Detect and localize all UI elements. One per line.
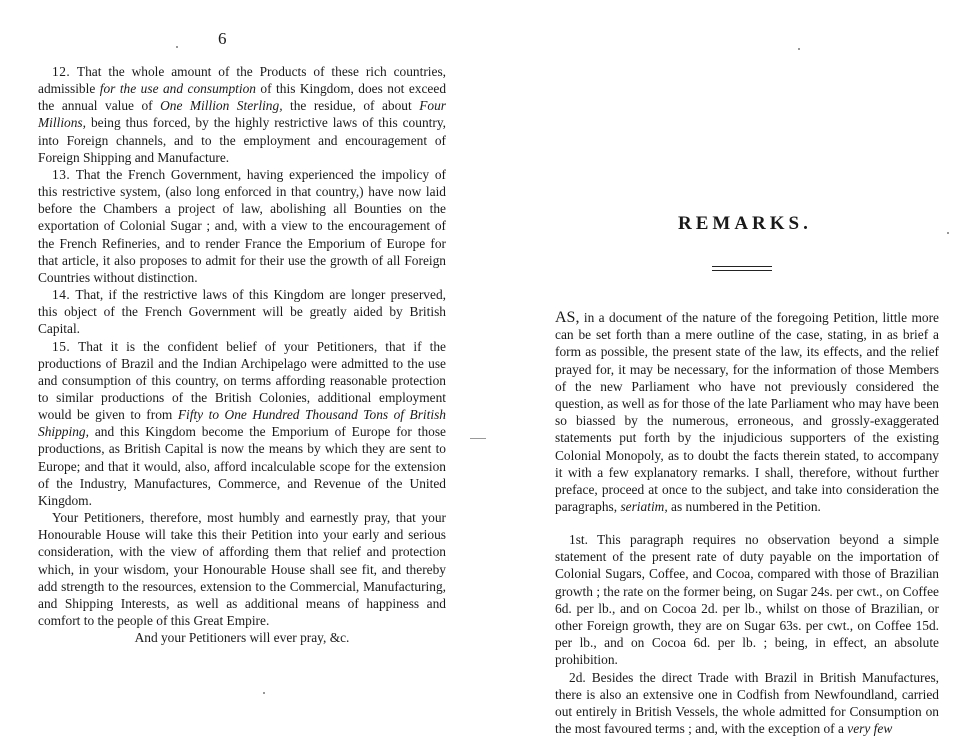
paper-speck (947, 232, 949, 234)
paragraph-15: 15. That it is the confident belief of your Petitioners, that if the productions of Brazil and the Indian Archipelago were admitted to the use and consumption of this country, on terms affording reasonable protection to similar productions of the British Colonies, additional employment would be given to from Fifty to One Hundred Thousand Tons of British Shipping, and this Kingdom become the Emporium of Europe for those productions, as British Capital is now the means by which they are sent to Europe; and that it would, also, afford incalculable scope for the extension of the Industry, Manufactures, Commerce, and Revenue of the United Kingdom. (38, 338, 446, 508)
paragraph-13: 13. That the French Government, having experienced the impolicy of this restrictive system, (also long enforced in that country,) have now laid before the Chambers a project of law, abolishing all Bounties on the exportation of Colonial Sugar ; and, with a view to the encouragement of the French Refineries, and to render France the Emporium of Europe for that article, it also proposes to admit for their use the growth of all Foreign Countries without distinction. (38, 166, 446, 285)
prayer-paragraph: Your Petitioners, therefore, most humbly and earnestly pray, that your Honourable House will take this their Petition into your early and serious consideration, with the view of affording them that relief and protection which, in your wisdom, your Honourable House shall see fit, and thereby add strength to the resources, extension to the Commercial, Manufacturing, and Shipping Interests, as well as additional means of happiness and comfort to the people of this Great Empire. (38, 510, 446, 628)
paper-speck (798, 48, 800, 50)
left-page (0, 0, 480, 748)
paragraph-14: 14. That, if the restrictive laws of this Kingdom are longer preserved, this object of the French Government will be greatly aided by British Capital. (38, 287, 446, 337)
paragraph-12: 12. That the whole amount of the Products of these rich countries, admissible for the use and consumption of this Kingdom, does not exceed the annual value of One Million Sterling, the residue, of about Four Millions, being thus forced, by the highly restrictive laws of this country, into Foreign channels, and to the employment and encouragement of Foreign Shipping and Manufacture. (38, 64, 447, 165)
closing-line: And your Petitioners will ever pray, &c. (134, 630, 350, 646)
heading-rule (712, 270, 772, 271)
remarks-body (555, 531, 939, 737)
paper-speck (176, 46, 178, 48)
initial-letters: AS, (555, 309, 580, 326)
remark-1st: 1st. This paragraph requires no observation beyond a simple statement of the present rate of duty payable on the importation of Colonial Sugars, Coffee, and Cocoa, compared with those of Brazilian growth ; the rate on the former being, on Sugar 24s. per cwt., on Coffee 6d. per lb., and on Cocoa 2d. per lb., whilst on those of Brazilian, or other Foreign growth, they are on Sugar 63s. per cwt., on Coffee 15d. per lb., and on Cocoa 6d. per lb. ; being, in effect, an absolute prohibition. (555, 532, 939, 668)
paper-speck (263, 692, 265, 694)
page-number: 6 (218, 29, 227, 48)
remark-2d: 2d. Besides the direct Trade with Brazil in British Manufactures, there is also an extensive one in Codfish from Newfoundland, carried out entirely in British Vessels, the whole admitted for Consumption on the most favoured terms ; and, with the exception of a very few (555, 669, 939, 737)
heading-rule (712, 266, 772, 267)
remarks-intro: AS, in a document of the nature of the foregoing Petition, little more can be set forth than a mere outline of the case, stating, in as brief a form as possible, the present state of the law, its effects, and the relief prayed for, it may be necessary, for the information of those Members of the new Parliament who have not previously considered the question, as well as for those of the late Parliament who may have been so biassed by the numerous, erroneous, and grossly-exaggerated statements put forth by the injudicious supporters of the existing Colonial Monopoly, as to doubt the facts therein stated, to accompany it with a few explanatory remarks. I shall, therefore, without further preface, proceed at once to the subject, and take into consideration the paragraphs, seriatim, as numbered in the Petition. (555, 309, 939, 515)
petition-text (38, 63, 446, 646)
section-heading: REMARKS. (678, 213, 812, 234)
right-page (480, 0, 980, 748)
